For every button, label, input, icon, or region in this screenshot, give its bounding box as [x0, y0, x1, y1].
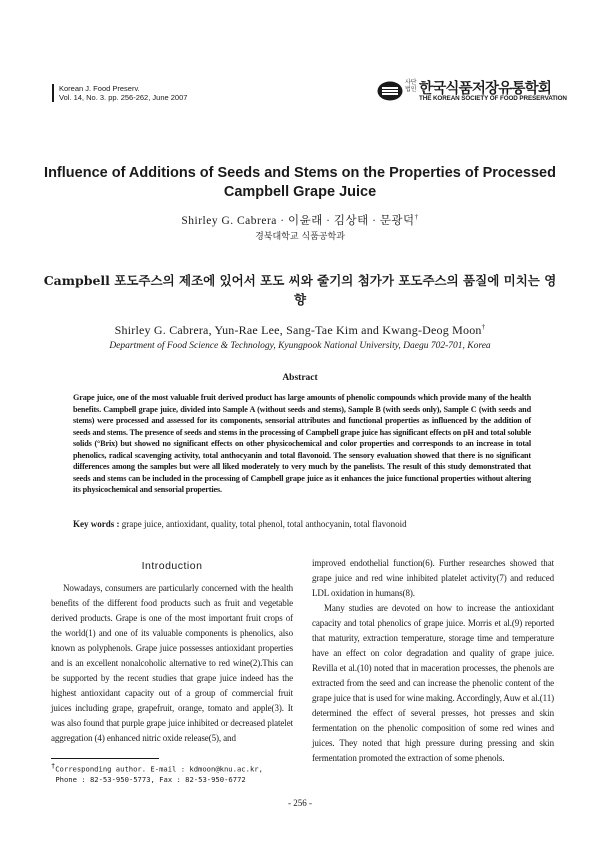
keywords-label: Key words : — [73, 519, 120, 529]
author-names-english: Shirley G. Cabrera, Yun-Rae Lee, Sang-Tae Kim and Kwang-Deog Moon — [114, 323, 482, 337]
author-names-korean: Shirley G. Cabrera · 이윤래 · 김상태 · 문광덕 — [181, 215, 415, 227]
corresponding-mark: † — [414, 213, 419, 222]
page-number: - 256 - — [288, 798, 312, 808]
intro-paragraph-2: Many studies are devoted on how to increase the antioxidant capacity and total phenolics of grape juice. Morris et al.(9) reported that maturity, extraction temperature, storage time and temperature have an effect on color degradation and quality of grape juice. Revilla et al.(10) noted that in maceration processes, the phenols are extracted from the seed and can increase the phenolic content of the grape juice that is used for wine making. Accordingly, Auw et al.(11) determined the effect of several presses, hot presses and skin fermentation on the phenolic composition of some red wines and juices. They noted that high pressure during pressing and skin fermentation promoted the extraction of some phenols. — [312, 603, 554, 763]
author-list-korean — [0, 212, 600, 228]
paper-title-korean: Campbell 포도주스의 제조에 있어서 포도 씨와 줄기의 첨가가 포도주스의 품질에 미치는 영향 — [43, 273, 557, 307]
abstract-heading: Abstract — [282, 373, 318, 383]
footnote-phone: Phone : 82-53-950-5773, Fax : 82-53-950-6772 — [55, 775, 246, 785]
logo-corporate-label: 사단법인 — [405, 79, 417, 93]
footnote-divider — [51, 758, 159, 759]
intro-paragraph-1: Nowadays, consumers are particularly concerned with the health benefits of the different food products such as fruit and vegetable derived products. Grape is one of the most important fruit crops of the world(1) and one of its valuable components is phenolics, also known as polyphenols. Grape juice possesses antioxidant properties and is an excellent nonalcoholic alternative to red wine(2).This can be supported by the recent studies that grape juice indeed has the highest antioxidant capacity out of a group of commercial fruit juices including grape, grapefruit, orange, tomato and apple(3). It was also found that purple grape juice inhibited or decreased platelet aggregation (4) enhanced nitric oxide release(5), and — [51, 583, 293, 743]
corresponding-mark-en: † — [481, 323, 486, 331]
footnote-dagger: † — [51, 762, 56, 770]
footnote-email: Corresponding author. E-mail : kdmoon@knu.ac.kr, — [55, 764, 263, 774]
society-logo — [377, 76, 567, 106]
intro-paragraph-1-cont: improved endothelial function(6). Further researches showed that grape juice and red wine inhibited platelet activity(7) and reduced LDL oxidation in humans(8). — [312, 558, 554, 598]
affiliation-korean: 경북대학교 식품공학과 — [255, 232, 345, 242]
author-list-english — [0, 323, 600, 338]
footnote-line-1 — [51, 761, 301, 774]
journal-citation — [52, 84, 187, 102]
abstract-body: Grape juice, one of the most valuable fruit derived product has large amounts of phenolic compounds which provide many of the health benefits. Campbell grape juice, divided into Sample A (without seeds and stems), Sample B (with seeds only), Sample C (with seeds and stems) were processed and assessed for its components, sensorial attributes and functional properties as influenced by the addition of seeds and stems. The presence of seeds and stems in the processing of Campbell grape juice has significant effects on pH and total soluble solids (°Brix) but showed no significant effects on other physicochemical and color properties and corresponds to an increase in total phenolics, radical scavenging activity, total anthocyanin and total flavonoid. The sensory evaluation showed that there is no significant differences among the samples but were all liked moderately to very much by the panelists. The result of this study demonstrated that seeds and stems can be included in the processing of Campbell grape juice as it enhances the juice functional properties without altering its physicochemical and sensorial properties. — [73, 393, 531, 494]
footnote-line-2 — [51, 774, 301, 785]
left-column — [51, 581, 293, 746]
logo-society-english: THE KOREAN SOCIETY OF FOOD PRESERVATION — [419, 95, 567, 102]
journal-volume: Vol. 14, No. 3. pp. 256-262, June 2007 — [59, 93, 188, 102]
right-column — [312, 556, 554, 766]
journal-name: Korean J. Food Preserv. — [59, 84, 140, 93]
paper-title-english: Influence of Additions of Seeds and Stems on the Properties of Processed Campbell Grape Juice — [44, 165, 556, 200]
society-emblem-icon — [377, 81, 403, 101]
introduction-heading: Introduction — [141, 560, 203, 572]
affiliation-english: Department of Food Science & Technology, Kyungpook National University, Daegu 702-701, Korea — [109, 341, 491, 351]
keywords-text: grape juice, antioxidant, quality, total phenol, total anthocyanin, total flavonoid — [119, 519, 407, 529]
keywords — [73, 519, 543, 529]
logo-society-name: 한국식품저장유통학회 — [419, 81, 552, 97]
footnote — [51, 761, 301, 785]
